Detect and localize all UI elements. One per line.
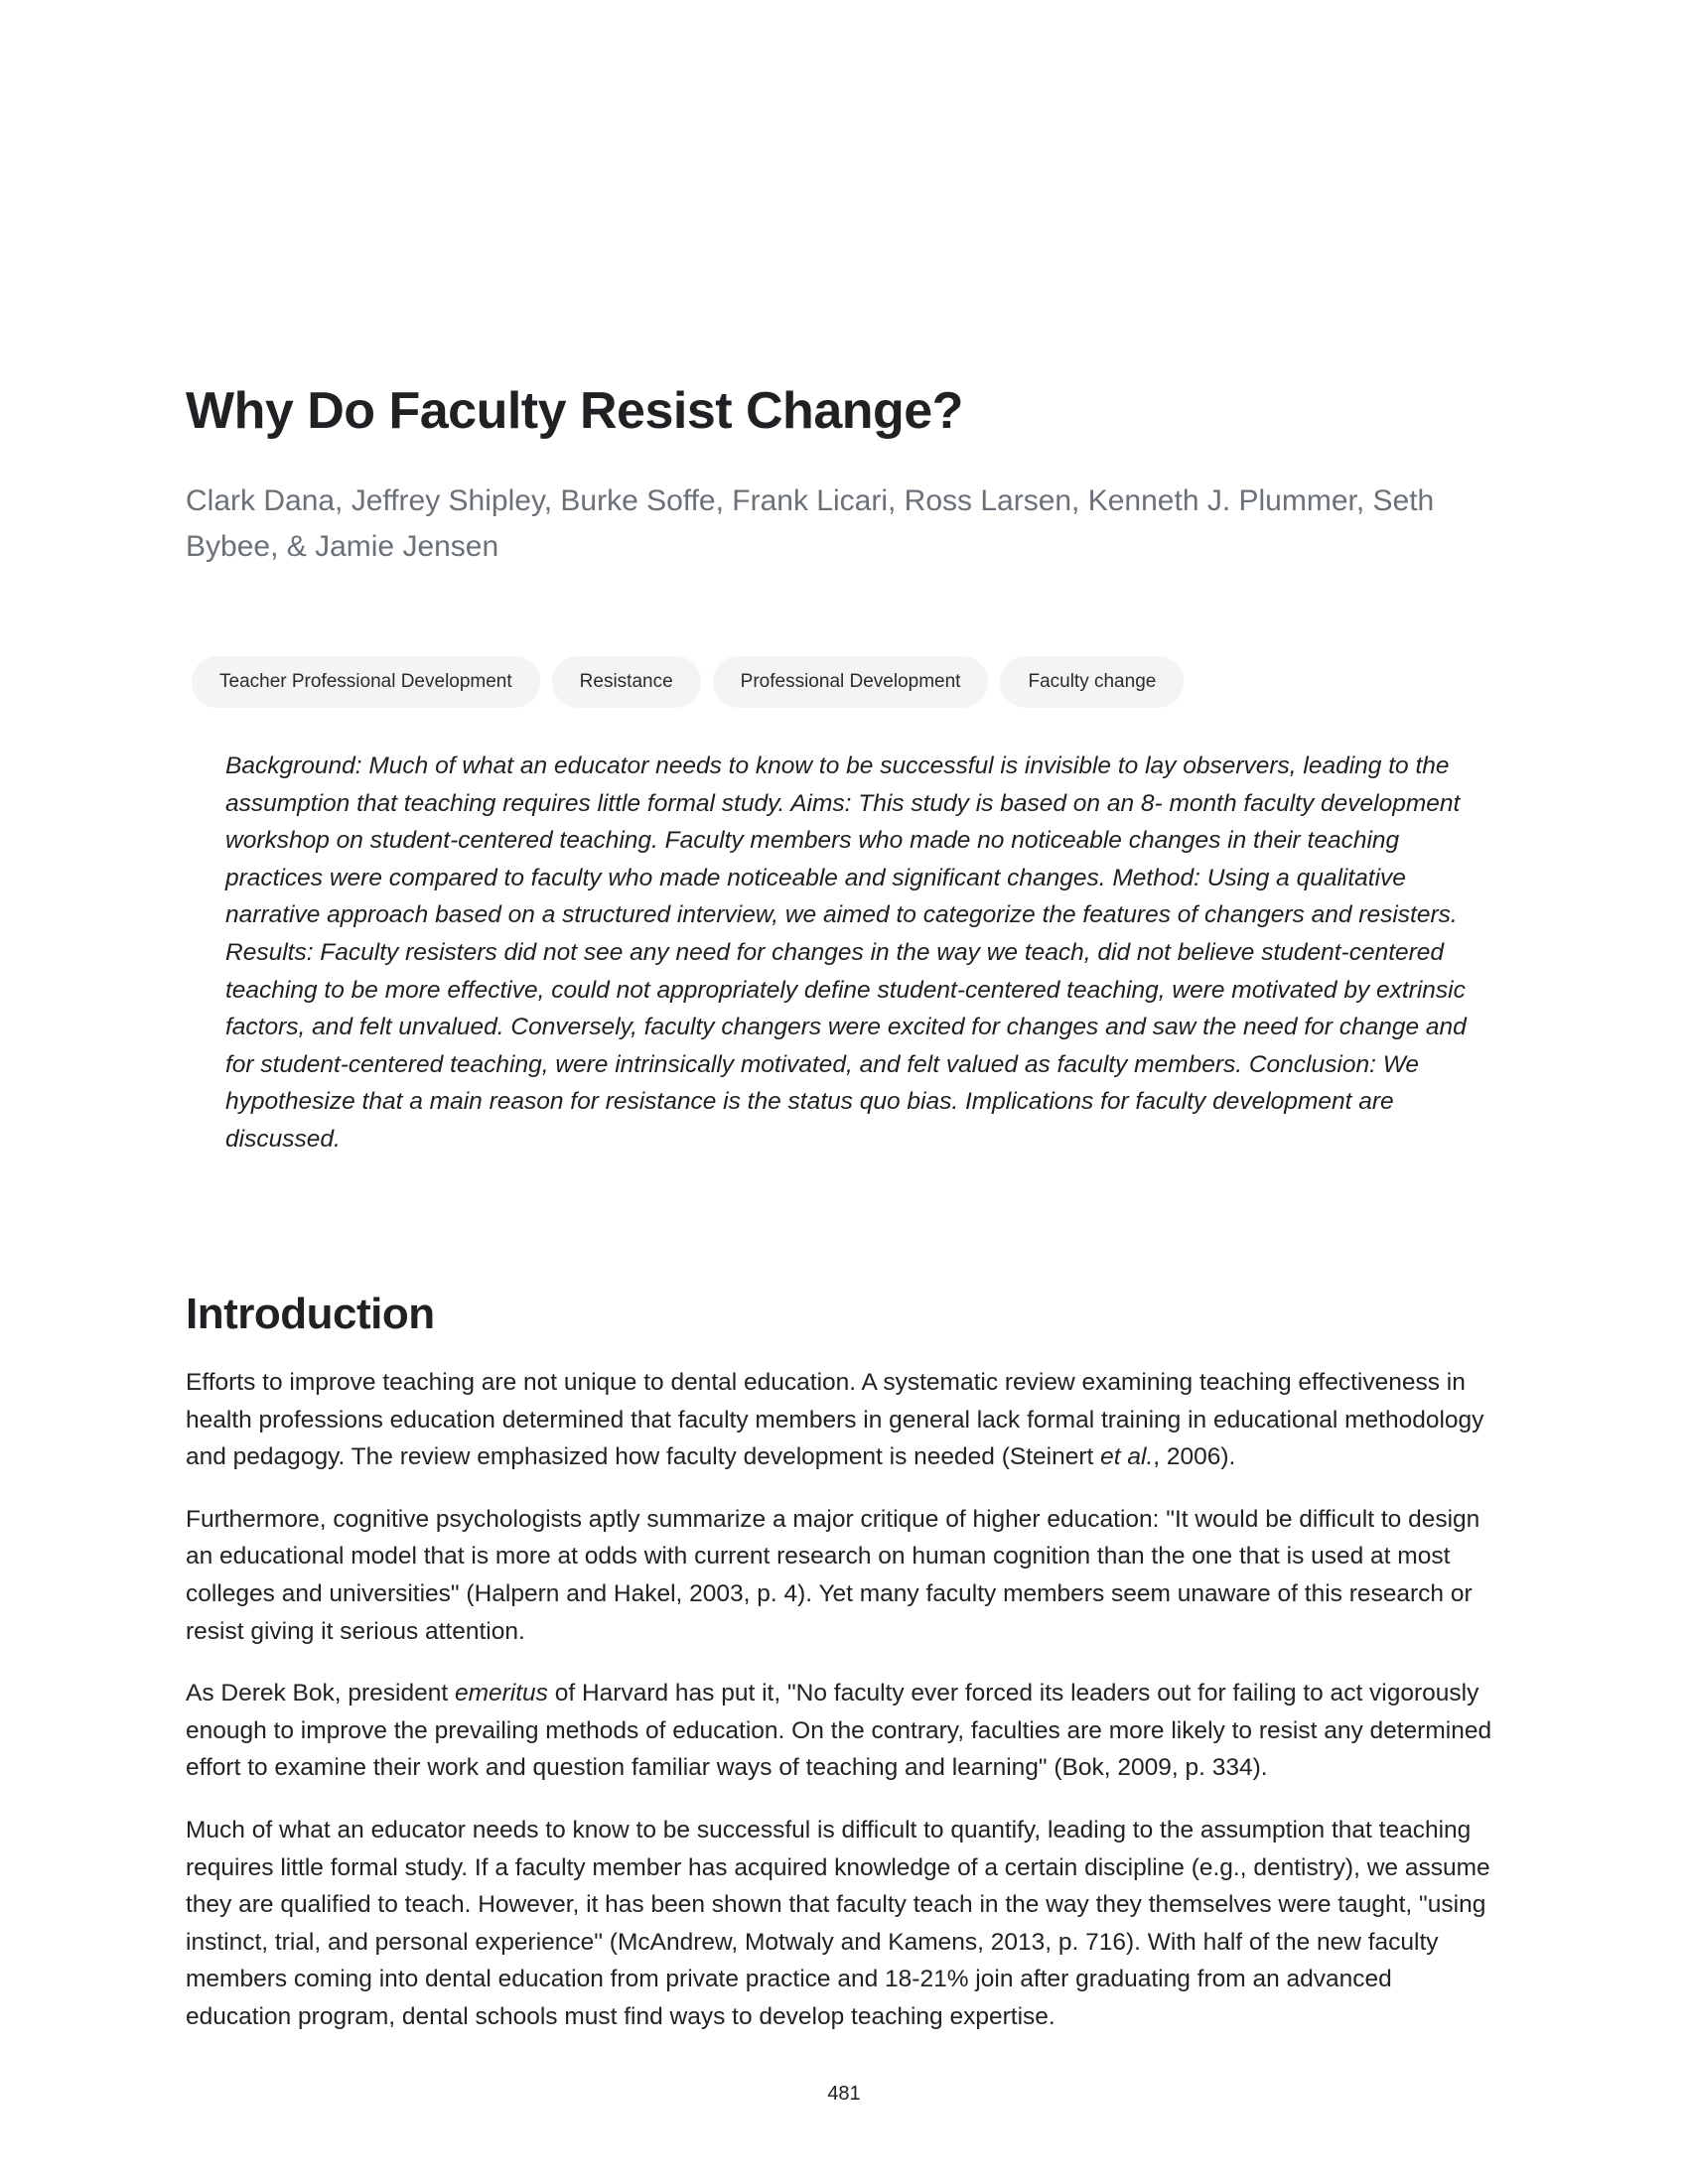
introduction-paragraph-3 [186, 1675, 1502, 1787]
paragraph-text: Efforts to improve teaching are not unique to dental education. A systematic review examining teaching effectiveness in health professions education determined that faculty members in general lack formal training in educational methodology and pedagogy. The review emphasized how faculty development is needed (Steinert [186, 1369, 1484, 1471]
introduction-paragraph-4: Much of what an educator needs to know to be successful is difficult to quantify, leading to the assumption that teaching requires little formal study. If a faculty member has acquired knowledge of a certain discipline (e.g., dentistry), we assume they are qualified to teach. However, it has been shown that faculty teach in the way they themselves were taught, "using instinct, trial, and personal experience" (McAndrew, Motwaly and Kamens, 2013, p. 716). With half of the new faculty members coming into dental education from private practice and 18-21% join after graduating from an advanced education program, dental schools must find ways to develop teaching expertise. [186, 1816, 1490, 2030]
paragraph-text: , 2006). [1153, 1443, 1236, 1471]
paper-page [186, 0, 1502, 2184]
tag-faculty-change[interactable]: Faculty change [1000, 656, 1184, 708]
introduction-paragraph-2: Furthermore, cognitive psychologists aptly summarize a major critique of higher education: "It would be difficult to design an educational model that is more at odds with current research on human cognition than the one that is used at most colleges and universities" (Halpern and Hakel, 2003, p. 4). Yet many faculty members seem unaware of this research or resist giving it serious attention. [186, 1505, 1480, 1645]
tag-teacher-professional-development[interactable]: Teacher Professional Development [192, 656, 540, 708]
author-list: Clark Dana, Jeffrey Shipley, Burke Soffe, Frank Licari, Ross Larsen, Kenneth J. Plummer, Seth Bybee, & Jamie Jensen [186, 484, 1435, 563]
introduction-paragraph-1 [186, 1364, 1502, 1476]
introduction-heading: Introduction [186, 1290, 435, 1338]
introduction-body [186, 1364, 1502, 2061]
keyword-tags [192, 656, 1184, 708]
tag-resistance[interactable]: Resistance [552, 656, 701, 708]
page-number: 481 [827, 2083, 861, 2105]
emphasis-italic: emeritus [454, 1680, 548, 1707]
tag-professional-development[interactable]: Professional Development [713, 656, 989, 708]
paragraph-text: of Harvard has put it, "No faculty ever forced its leaders out for failing to act vigorously enough to improve the prevailing methods of education. On the contrary, faculties are more likely to resist any determined effort to examine their work and question familiar ways of teaching and learning" (Bok, 2009, p. 334). [186, 1680, 1492, 1782]
abstract: Background: Much of what an educator needs to know to be successful is invisible to lay observers, leading to the assumption that teaching requires little formal study. Aims: This study is based on an 8- month faculty development workshop on student-centered teaching. Faculty members who made no noticeable changes in their teaching practices were compared to faculty who made noticeable and significant changes. Method: Using a qualitative narrative approach based on a structured interview, we aimed to categorize the features of changers and resisters. Results: Faculty resisters did not see any need for changes in the way we teach, did not believe student-centered teaching to be more effective, could not appropriately define student-centered teaching, were motivated by extrinsic factors, and felt unvalued. Conversely, faculty changers were excited for changes and saw the need for change and for student-centered teaching, were intrinsically motivated, and felt valued as faculty members. Conclusion: We hypothesize that a main reason for resistance is the status quo bias. Implications for faculty development are discussed. [225, 752, 1467, 1153]
paragraph-text: As Derek Bok, president [186, 1680, 455, 1707]
article-title: Why Do Faculty Resist Change? [186, 382, 963, 440]
citation-italic: et al. [1100, 1443, 1154, 1471]
